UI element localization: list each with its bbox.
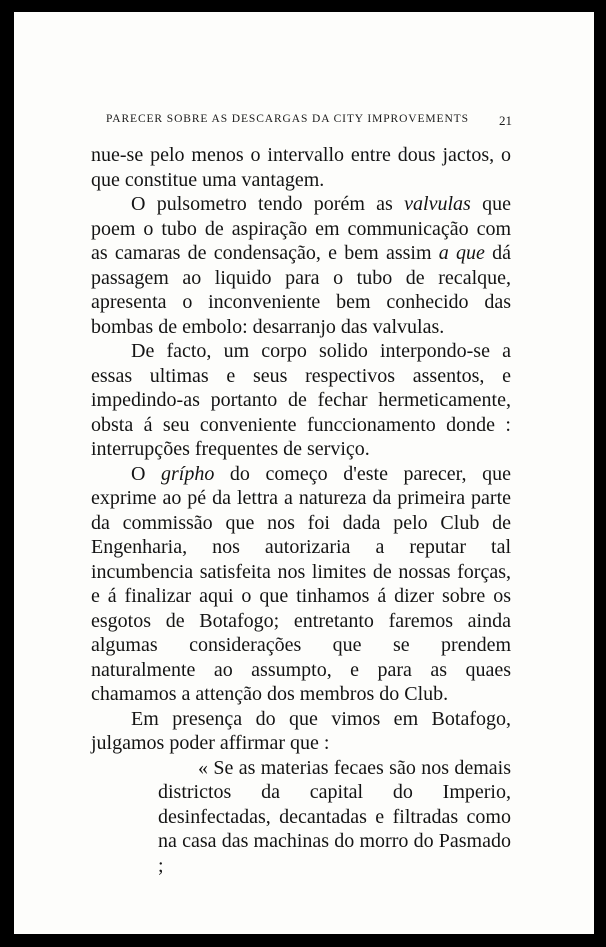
paragraph-em-presenca: Em presença do que vimos em Botafogo, julgamos poder affirmar que : [91, 707, 511, 754]
text-segment: do começo d'este parecer, que exprime ao pé da lettra a natureza da primeira parte da commissão que nos foi dada pelo Club de Engenharia, nos autorizaria a reputar tal incumbencia satisfeita nos limites de nossas forças, e á finalizar aqui o que tinhamos á dizer sobre os esgotos de Botafogo; entretanto faremos ainda algumas considerações que se prendem naturalmente ao assumpto, e para as quaes chamamos a attenção dos membros do Club. [91, 462, 511, 705]
text-segment: O pulsometro tendo porém as [131, 193, 405, 215]
paragraph-pulsometro [91, 192, 511, 339]
paragraph-gripho [91, 462, 511, 707]
header-title: PARECER SOBRE AS DESCARGAS DA CITY IMPROVEMENTS [106, 113, 469, 125]
text-segment: dá passagem ao liquido para o tubo de recalque, apresenta o inconveniente bem conhecido das bombas de embolo: desarranjo das valvulas. [91, 242, 511, 338]
emphasis-valvulas: valvulas [404, 193, 471, 215]
paragraph-de-facto: De facto, um corpo solido interpondo-se a essas ultimas e seus respectivos assentos, e impedindo-as portanto de fechar hermeticamente, obsta á seu conveniente funccionamento donde : interrupções frequentes de serviço. [91, 340, 511, 460]
page-number: 21 [499, 113, 512, 128]
text-segment: O [131, 462, 162, 485]
emphasis-a-que: a que [438, 242, 485, 264]
text-segment: que poem o tubo de aspiração em communicação com as camaras de condensação, e bem assim [91, 193, 511, 264]
body-text [91, 143, 511, 878]
block-quote: « Se as materias fecaes são nos demais districtos da capital do Imperio, desinfectadas, decantadas e filtradas como na casa das machinas do morro do Pasmado ; [158, 756, 511, 877]
emphasis-gripho: grípho [161, 462, 215, 485]
paragraph-continued: nue-se pelo menos o intervallo entre dous jactos, o que constitue uma vantagem. [91, 144, 511, 191]
running-header [106, 113, 512, 128]
